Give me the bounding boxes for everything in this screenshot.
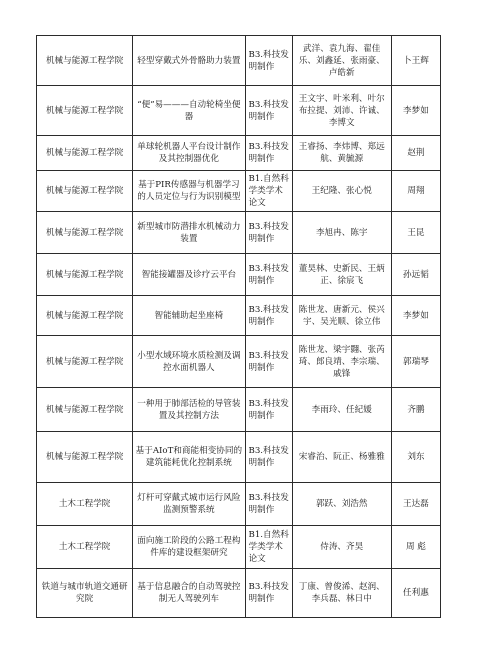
category-cell: B3.科技发明制作 [245, 336, 292, 388]
members-cell: 侍涛、齐昊 [292, 526, 391, 569]
college-cell: 土木工程学院 [37, 526, 133, 569]
college-cell: 机械与能源工程学院 [37, 336, 133, 388]
category-cell: B3.科技发明制作 [245, 483, 292, 526]
project-title-cell: 轻型穿戴式外骨骼助力装置 [133, 36, 245, 86]
table-row [37, 136, 441, 171]
table-row [37, 569, 441, 618]
category-cell: B3.科技发明制作 [245, 36, 292, 86]
advisor-cell: 任利惠 [391, 569, 440, 618]
category-cell: B3.科技发明制作 [245, 296, 292, 336]
college-cell: 机械与能源工程学院 [37, 86, 133, 136]
project-title-cell: 一种用于肺部活检的导管装置及其控制方法 [133, 388, 245, 432]
college-cell: 机械与能源工程学院 [37, 388, 133, 432]
members-cell: 宋睿治、阮正、杨雅雅 [292, 432, 391, 483]
college-cell: 机械与能源工程学院 [37, 36, 133, 86]
advisor-cell: 李梦如 [391, 86, 440, 136]
project-title-cell: 基于AIoT和商能相变协同的建筑能耗优化控制系统 [133, 432, 245, 483]
project-title-cell: 小型水域环境水质检测及调控水面机器人 [133, 336, 245, 388]
college-cell: 机械与能源工程学院 [37, 254, 133, 296]
advisor-cell: 周翔 [391, 171, 440, 212]
category-cell: B3.科技发明制作 [245, 212, 292, 254]
table-row [37, 36, 441, 86]
advisor-cell: 孙远韬 [391, 254, 440, 296]
college-cell: 机械与能源工程学院 [37, 296, 133, 336]
table-row [37, 296, 441, 336]
college-cell: 机械与能源工程学院 [37, 212, 133, 254]
members-cell: 武洋、袁九海、翟佳乐、刘鑫延、张雨豪、卢皓新 [292, 36, 391, 86]
advisor-cell: 王达磊 [391, 483, 440, 526]
college-cell: 机械与能源工程学院 [37, 432, 133, 483]
members-cell: 李旭冉、陈宇 [292, 212, 391, 254]
table-row [37, 388, 441, 432]
members-cell: 陈世龙、梁宇翾、张芮琦、郎良靖、李宗瑞、戚锋 [292, 336, 391, 388]
advisor-cell: 李梦如 [391, 296, 440, 336]
advisor-cell: 周 彪 [391, 526, 440, 569]
category-cell: B3.科技发明制作 [245, 432, 292, 483]
category-cell: B3.科技发明制作 [245, 86, 292, 136]
table-row [37, 336, 441, 388]
project-table-body [37, 36, 441, 618]
college-cell: 机械与能源工程学院 [37, 171, 133, 212]
project-title-cell: 智能辅助起坐座椅 [133, 296, 245, 336]
project-title-cell: 基于PIR传感器与机器学习的人员定位与行为识别模型 [133, 171, 245, 212]
project-title-cell: “便”易———自动轮椅坐便器 [133, 86, 245, 136]
advisor-cell: 赵荆 [391, 136, 440, 171]
members-cell: 郭跃、刘浩然 [292, 483, 391, 526]
project-table [36, 35, 441, 618]
category-cell: B3.科技发明制作 [245, 569, 292, 618]
members-cell: 王纪隆、张心悦 [292, 171, 391, 212]
project-title-cell: 智能接罐器及诊疗云平台 [133, 254, 245, 296]
table-row [37, 171, 441, 212]
category-cell: B3.科技发明制作 [245, 136, 292, 171]
project-title-cell: 单球轮机器人平台设计制作及其控制器优化 [133, 136, 245, 171]
college-cell: 铁道与城市轨道交通研究院 [37, 569, 133, 618]
table-row [37, 432, 441, 483]
project-title-cell: 面向施工阶段的公路工程构件库的建设框架研究 [133, 526, 245, 569]
members-cell: 丁康、曾俊浠、赵润、李兵磊、林日中 [292, 569, 391, 618]
project-title-cell: 基于信息融合的自动驾驶控制无人驾驶列车 [133, 569, 245, 618]
advisor-cell: 刘东 [391, 432, 440, 483]
table-row [37, 483, 441, 526]
members-cell: 王文宇、叶米利、叶尔布拉提、刘沛、许诚、李博文 [292, 86, 391, 136]
advisor-cell: 齐鹏 [391, 388, 440, 432]
category-cell: B3.科技发明制作 [245, 254, 292, 296]
project-title-cell: 新型城市防潜排水机械动力装置 [133, 212, 245, 254]
table-row [37, 526, 441, 569]
advisor-cell: 卜王辉 [391, 36, 440, 86]
project-title-cell: 灯杆可穿戴式城市运行风险监测预警系统 [133, 483, 245, 526]
advisor-cell: 王昆 [391, 212, 440, 254]
advisor-cell: 郭瑞琴 [391, 336, 440, 388]
members-cell: 王睿扬、李炜博、郑远航、黄毓源 [292, 136, 391, 171]
table-row [37, 86, 441, 136]
category-cell: B1.自然科学类学术论文 [245, 171, 292, 212]
members-cell: 陈世龙、唐新元、侯兴宇、吴光顺、徐立伟 [292, 296, 391, 336]
category-cell: B1.自然科学类学术论文 [245, 526, 292, 569]
table-row [37, 212, 441, 254]
table-row [37, 254, 441, 296]
members-cell: 董昊林、史新民、王炳正、徐宸飞 [292, 254, 391, 296]
members-cell: 李雨玲、任紀媛 [292, 388, 391, 432]
college-cell: 机械与能源工程学院 [37, 136, 133, 171]
category-cell: B3.科技发明制作 [245, 388, 292, 432]
college-cell: 土木工程学院 [37, 483, 133, 526]
